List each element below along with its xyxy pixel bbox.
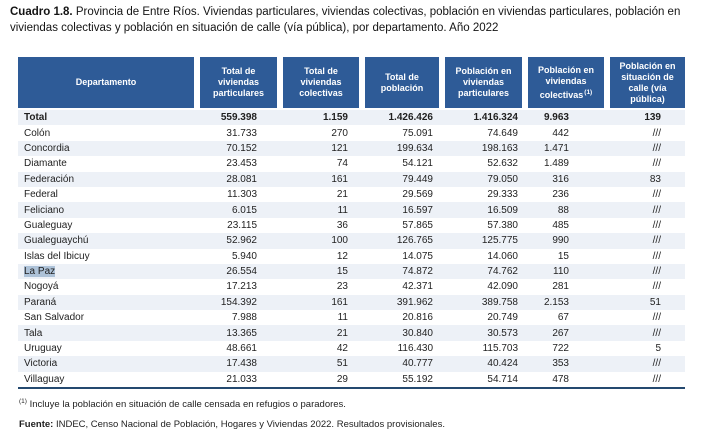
- table-title-text: Provincia de Entre Ríos. Viviendas particulares, viviendas colectivas, población en viviendas particulares, población en viviendas colectivas y población en situación de calle (vía pública), por departamento. Año 2022: [10, 6, 681, 34]
- value-cell: 316: [552, 173, 569, 185]
- value-cell: 70.152: [226, 142, 257, 154]
- value-cell: ///: [652, 127, 661, 139]
- value-cell: 54.121: [402, 158, 433, 170]
- value-cell: 1.159: [322, 112, 348, 124]
- value-cell: 389.758: [481, 296, 518, 308]
- table-row: [18, 218, 685, 233]
- value-cell: 15: [336, 266, 348, 278]
- value-cell: 100: [331, 235, 348, 247]
- value-cell: 20.749: [487, 312, 518, 324]
- value-cell: ///: [652, 204, 661, 216]
- col-header-label: Población en situación de calle (vía pública): [619, 60, 676, 104]
- value-cell: 14.060: [487, 250, 518, 262]
- table-row: [18, 356, 685, 371]
- table-body: [18, 110, 685, 389]
- col-header-departamento: [18, 57, 194, 108]
- value-cell: 1.471: [543, 142, 569, 154]
- source-label: Fuente:: [19, 419, 54, 430]
- table-row: [18, 187, 685, 202]
- value-cell: 559.398: [220, 112, 257, 124]
- table-row: [18, 125, 685, 140]
- footnote-marker: (1): [19, 398, 27, 405]
- value-cell: 16.597: [402, 204, 433, 216]
- table-number: Cuadro 1.8.: [10, 6, 73, 18]
- value-cell: 478: [552, 373, 569, 385]
- department-cell: San Salvador: [24, 312, 85, 324]
- value-cell: 52.962: [226, 235, 257, 247]
- value-cell: 55.192: [402, 373, 433, 385]
- value-cell: 12: [336, 250, 348, 262]
- department-cell: Feliciano: [24, 204, 65, 216]
- value-cell: 67: [557, 312, 569, 324]
- source-note: [19, 419, 445, 430]
- value-cell: 52.632: [487, 158, 518, 170]
- selected-text: La Paz: [24, 266, 56, 278]
- department-cell: Federal: [24, 189, 58, 201]
- value-cell: 161: [331, 296, 348, 308]
- department-cell: Nogoyá: [24, 281, 59, 293]
- value-cell: 75.091: [402, 127, 433, 139]
- source-text: INDEC, Censo Nacional de Población, Hogares y Viviendas 2022. Resultados provisionales.: [55, 419, 445, 430]
- value-cell: 270: [331, 127, 348, 139]
- department-cell: Tala: [24, 327, 43, 339]
- value-cell: 51: [336, 358, 348, 370]
- value-cell: ///: [652, 142, 661, 154]
- value-cell: 83: [649, 173, 661, 185]
- value-cell: 29.333: [487, 189, 518, 201]
- value-cell: ///: [652, 250, 661, 262]
- value-cell: 29.569: [402, 189, 433, 201]
- value-cell: ///: [652, 266, 661, 278]
- value-cell: 13.365: [226, 327, 257, 339]
- value-cell: 281: [552, 281, 569, 293]
- value-cell: 121: [331, 142, 348, 154]
- value-cell: 21: [336, 327, 348, 339]
- value-cell: 31.733: [226, 127, 257, 139]
- table-row: [18, 156, 685, 171]
- table-row: [18, 141, 685, 156]
- col-header-poblacion-viviendas-colectivas: [528, 57, 604, 108]
- value-cell: 15: [557, 250, 569, 262]
- col-header-label: Población en viviendas particulares: [455, 66, 512, 98]
- value-cell: 17.438: [226, 358, 257, 370]
- value-cell: 5: [655, 343, 661, 355]
- value-cell: 16.509: [487, 204, 518, 216]
- table-row: [18, 110, 685, 125]
- table-row: [18, 264, 685, 279]
- department-cell: [18, 266, 200, 277]
- value-cell: ///: [652, 358, 661, 370]
- value-cell: 23: [336, 281, 348, 293]
- value-cell: 125.775: [481, 235, 518, 247]
- value-cell: ///: [652, 327, 661, 339]
- value-cell: 722: [552, 343, 569, 355]
- value-cell: 30.573: [487, 327, 518, 339]
- col-header-label: Total de población: [380, 71, 424, 93]
- value-cell: 110: [553, 266, 569, 278]
- value-cell: 36: [336, 219, 348, 231]
- value-cell: ///: [652, 235, 661, 247]
- value-cell: 161: [331, 173, 348, 185]
- department-cell: Gualeguay: [24, 219, 73, 231]
- table-row: [18, 233, 685, 248]
- value-cell: 20.816: [402, 312, 433, 324]
- value-cell: 1.489: [543, 158, 569, 170]
- value-cell: 2.153: [543, 296, 569, 308]
- value-cell: 79.449: [402, 173, 433, 185]
- value-cell: 28.081: [226, 173, 257, 185]
- table-row: [18, 325, 685, 340]
- value-cell: 26.554: [226, 266, 257, 278]
- value-cell: 74: [336, 158, 348, 170]
- value-cell: 17.213: [226, 281, 257, 293]
- value-cell: 116.430: [397, 343, 433, 355]
- value-cell: 9.963: [543, 112, 569, 124]
- value-cell: 21: [336, 189, 348, 201]
- col-header-text: Población en viviendas colectivas: [537, 64, 594, 100]
- value-cell: 485: [552, 219, 569, 231]
- value-cell: 23.115: [227, 219, 257, 231]
- value-cell: 42: [336, 343, 348, 355]
- value-cell: 154.392: [220, 296, 257, 308]
- value-cell: 30.840: [402, 327, 433, 339]
- value-cell: 48.661: [226, 343, 257, 355]
- value-cell: 7.988: [231, 312, 257, 324]
- department-cell: Islas del Ibicuy: [24, 250, 90, 262]
- value-cell: ///: [652, 219, 661, 231]
- department-cell: Concordia: [24, 142, 70, 154]
- value-cell: 40.424: [487, 358, 518, 370]
- value-cell: 79.050: [487, 173, 518, 185]
- value-cell: 6.015: [231, 204, 257, 216]
- col-header-label: Total de viviendas colectivas: [299, 66, 343, 98]
- value-cell: 11.303: [227, 189, 257, 201]
- value-cell: 1.416.324: [473, 112, 518, 124]
- table-row: [18, 295, 685, 310]
- col-header-poblacion-situacion-calle: [610, 57, 685, 108]
- value-cell: 57.865: [402, 219, 433, 231]
- value-cell: 42.090: [487, 281, 518, 293]
- value-cell: 11: [337, 312, 348, 324]
- value-cell: 74.649: [487, 127, 518, 139]
- value-cell: ///: [652, 189, 661, 201]
- department-cell: Victoria: [24, 358, 58, 370]
- value-cell: 51: [649, 296, 661, 308]
- col-header-total-poblacion: [365, 57, 439, 108]
- value-cell: 5.940: [231, 250, 257, 262]
- value-cell: 126.765: [396, 235, 433, 247]
- value-cell: ///: [652, 312, 661, 324]
- footnote-marker: (1): [584, 88, 593, 96]
- value-cell: 391.962: [396, 296, 433, 308]
- col-header-poblacion-viviendas-particulares: [445, 57, 522, 108]
- col-header-total-viviendas-colectivas: [283, 57, 359, 108]
- value-cell: 74.872: [402, 266, 433, 278]
- department-cell: Uruguay: [24, 343, 62, 355]
- value-cell: 57.380: [487, 219, 518, 231]
- table-row: [18, 249, 685, 264]
- value-cell: 88: [557, 204, 569, 216]
- table-title: [10, 4, 702, 36]
- value-cell: 40.777: [402, 358, 433, 370]
- department-cell: Federación: [24, 173, 75, 185]
- value-cell: 442: [552, 127, 569, 139]
- department-cell: Total: [24, 112, 48, 124]
- value-cell: 236: [552, 189, 569, 201]
- value-cell: 353: [552, 358, 569, 370]
- value-cell: 14.075: [402, 250, 433, 262]
- value-cell: 198.163: [481, 142, 518, 154]
- value-cell: 54.714: [487, 373, 518, 385]
- value-cell: 42.371: [402, 281, 433, 293]
- value-cell: ///: [652, 373, 661, 385]
- table-row: [18, 279, 685, 294]
- department-cell: Colón: [24, 127, 51, 139]
- value-cell: 23.453: [226, 158, 257, 170]
- value-cell: 199.634: [396, 142, 433, 154]
- col-header-label: Total de viviendas particulares: [212, 66, 265, 98]
- value-cell: 267: [552, 327, 569, 339]
- value-cell: 21.033: [226, 373, 257, 385]
- table-row: [18, 202, 685, 217]
- value-cell: ///: [652, 281, 661, 293]
- table-row: [18, 341, 685, 356]
- footnote: [19, 398, 346, 410]
- table-row: [18, 310, 685, 325]
- table-row: [18, 372, 685, 387]
- department-cell: Paraná: [24, 296, 57, 308]
- data-table: [18, 57, 685, 389]
- department-cell: Gualeguaychú: [24, 235, 89, 247]
- table-header: [18, 57, 685, 108]
- department-cell: Villaguay: [24, 373, 65, 385]
- department-cell: Diamante: [24, 158, 67, 170]
- col-header-label: Departamento: [75, 77, 137, 87]
- value-cell: ///: [652, 158, 661, 170]
- value-cell: 990: [552, 235, 569, 247]
- value-cell: 1.426.426: [388, 112, 433, 124]
- value-cell: 29: [336, 373, 348, 385]
- table-row: [18, 172, 685, 187]
- col-header-label: [531, 65, 601, 101]
- footnote-text: Incluye la población en situación de calle censada en refugios o paradores.: [29, 399, 346, 411]
- value-cell: 11: [337, 204, 348, 216]
- value-cell: 115.703: [482, 343, 518, 355]
- value-cell: 139: [644, 112, 661, 124]
- col-header-total-viviendas-particulares: [200, 57, 277, 108]
- value-cell: 74.762: [487, 266, 518, 278]
